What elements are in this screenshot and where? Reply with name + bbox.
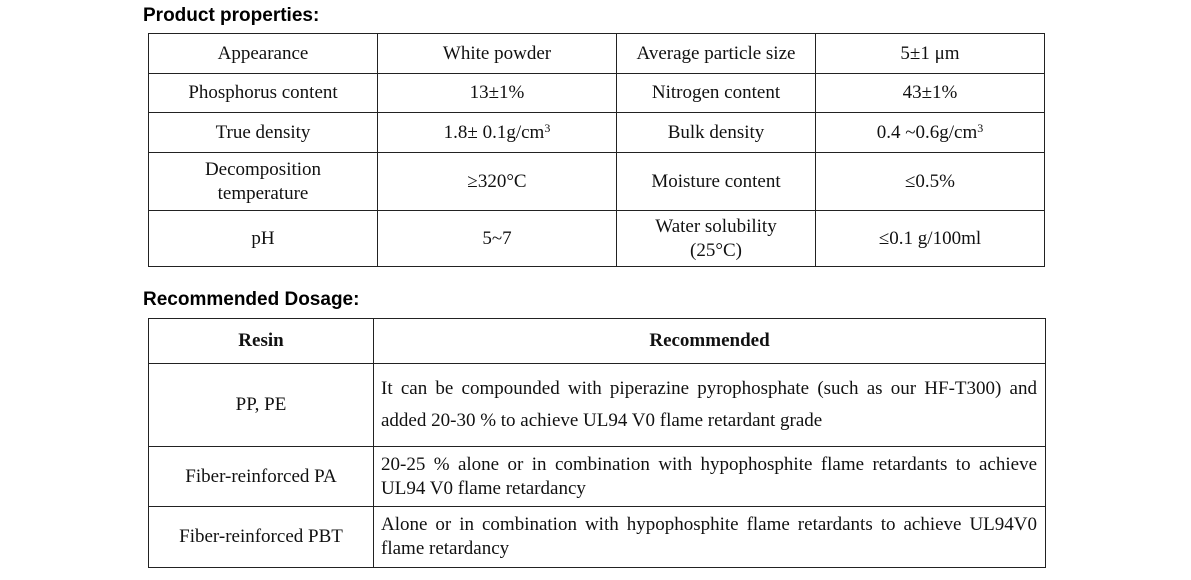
property-label: Moisture content	[617, 153, 816, 211]
table-header-row	[149, 319, 1046, 364]
table-row	[149, 211, 1045, 267]
true-density-value: 1.8± 0.1g/cm	[443, 121, 545, 143]
superscript: 3	[544, 120, 551, 135]
label-line: temperature	[217, 182, 309, 204]
property-label	[149, 153, 378, 211]
property-label: Bulk density	[617, 113, 816, 153]
property-value: ≤0.5%	[816, 153, 1045, 211]
label-line: Water solubility	[655, 215, 777, 237]
column-header-resin: Resin	[149, 319, 374, 364]
resin-cell: PP, PE	[149, 364, 374, 447]
table-row	[149, 34, 1045, 74]
property-value: ≥320°C	[378, 153, 617, 211]
property-value: White powder	[378, 34, 617, 74]
table-row	[149, 153, 1045, 211]
property-label: True density	[149, 113, 378, 153]
label-line: Decomposition	[204, 158, 322, 180]
recommended-dosage-title: Recommended Dosage:	[143, 289, 360, 310]
property-label: pH	[149, 211, 378, 267]
recommended-cell: Alone or in combination with hypophosphite flame retardants to achieve UL94V0 flame retardancy	[374, 507, 1046, 568]
table-row	[149, 364, 1046, 447]
property-label: Phosphorus content	[149, 74, 378, 113]
property-value: 5±1 μm	[816, 34, 1045, 74]
resin-cell: Fiber-reinforced PA	[149, 447, 374, 507]
property-value: 5~7	[378, 211, 617, 267]
resin-cell: Fiber-reinforced PBT	[149, 507, 374, 568]
property-value: ≤0.1 g/100ml	[816, 211, 1045, 267]
superscript: 3	[977, 120, 984, 135]
product-properties-title: Product properties:	[143, 5, 320, 26]
property-label: Nitrogen content	[617, 74, 816, 113]
table-row	[149, 507, 1046, 568]
property-label	[617, 211, 816, 267]
property-label: Average particle size	[617, 34, 816, 74]
column-header-recommended: Recommended	[374, 319, 1046, 364]
property-label: Appearance	[149, 34, 378, 74]
table-row	[149, 113, 1045, 153]
property-value	[816, 113, 1045, 153]
product-properties-table	[148, 33, 1045, 267]
property-value	[378, 113, 617, 153]
property-value: 43±1%	[816, 74, 1045, 113]
table-row	[149, 74, 1045, 113]
property-value: 13±1%	[378, 74, 617, 113]
recommended-cell: 20-25 % alone or in combination with hypophosphite flame retardants to achieve UL94 V0 flame retardancy	[374, 447, 1046, 507]
recommended-cell: It can be compounded with piperazine pyrophosphate (such as our HF-T300) and added 20-30 % to achieve UL94 V0 flame retardant grade	[374, 364, 1046, 447]
label-line: (25°C)	[690, 239, 742, 261]
recommended-dosage-table	[148, 318, 1046, 568]
bulk-density-value: 0.4 ~0.6g/cm	[876, 121, 978, 143]
table-row	[149, 447, 1046, 507]
